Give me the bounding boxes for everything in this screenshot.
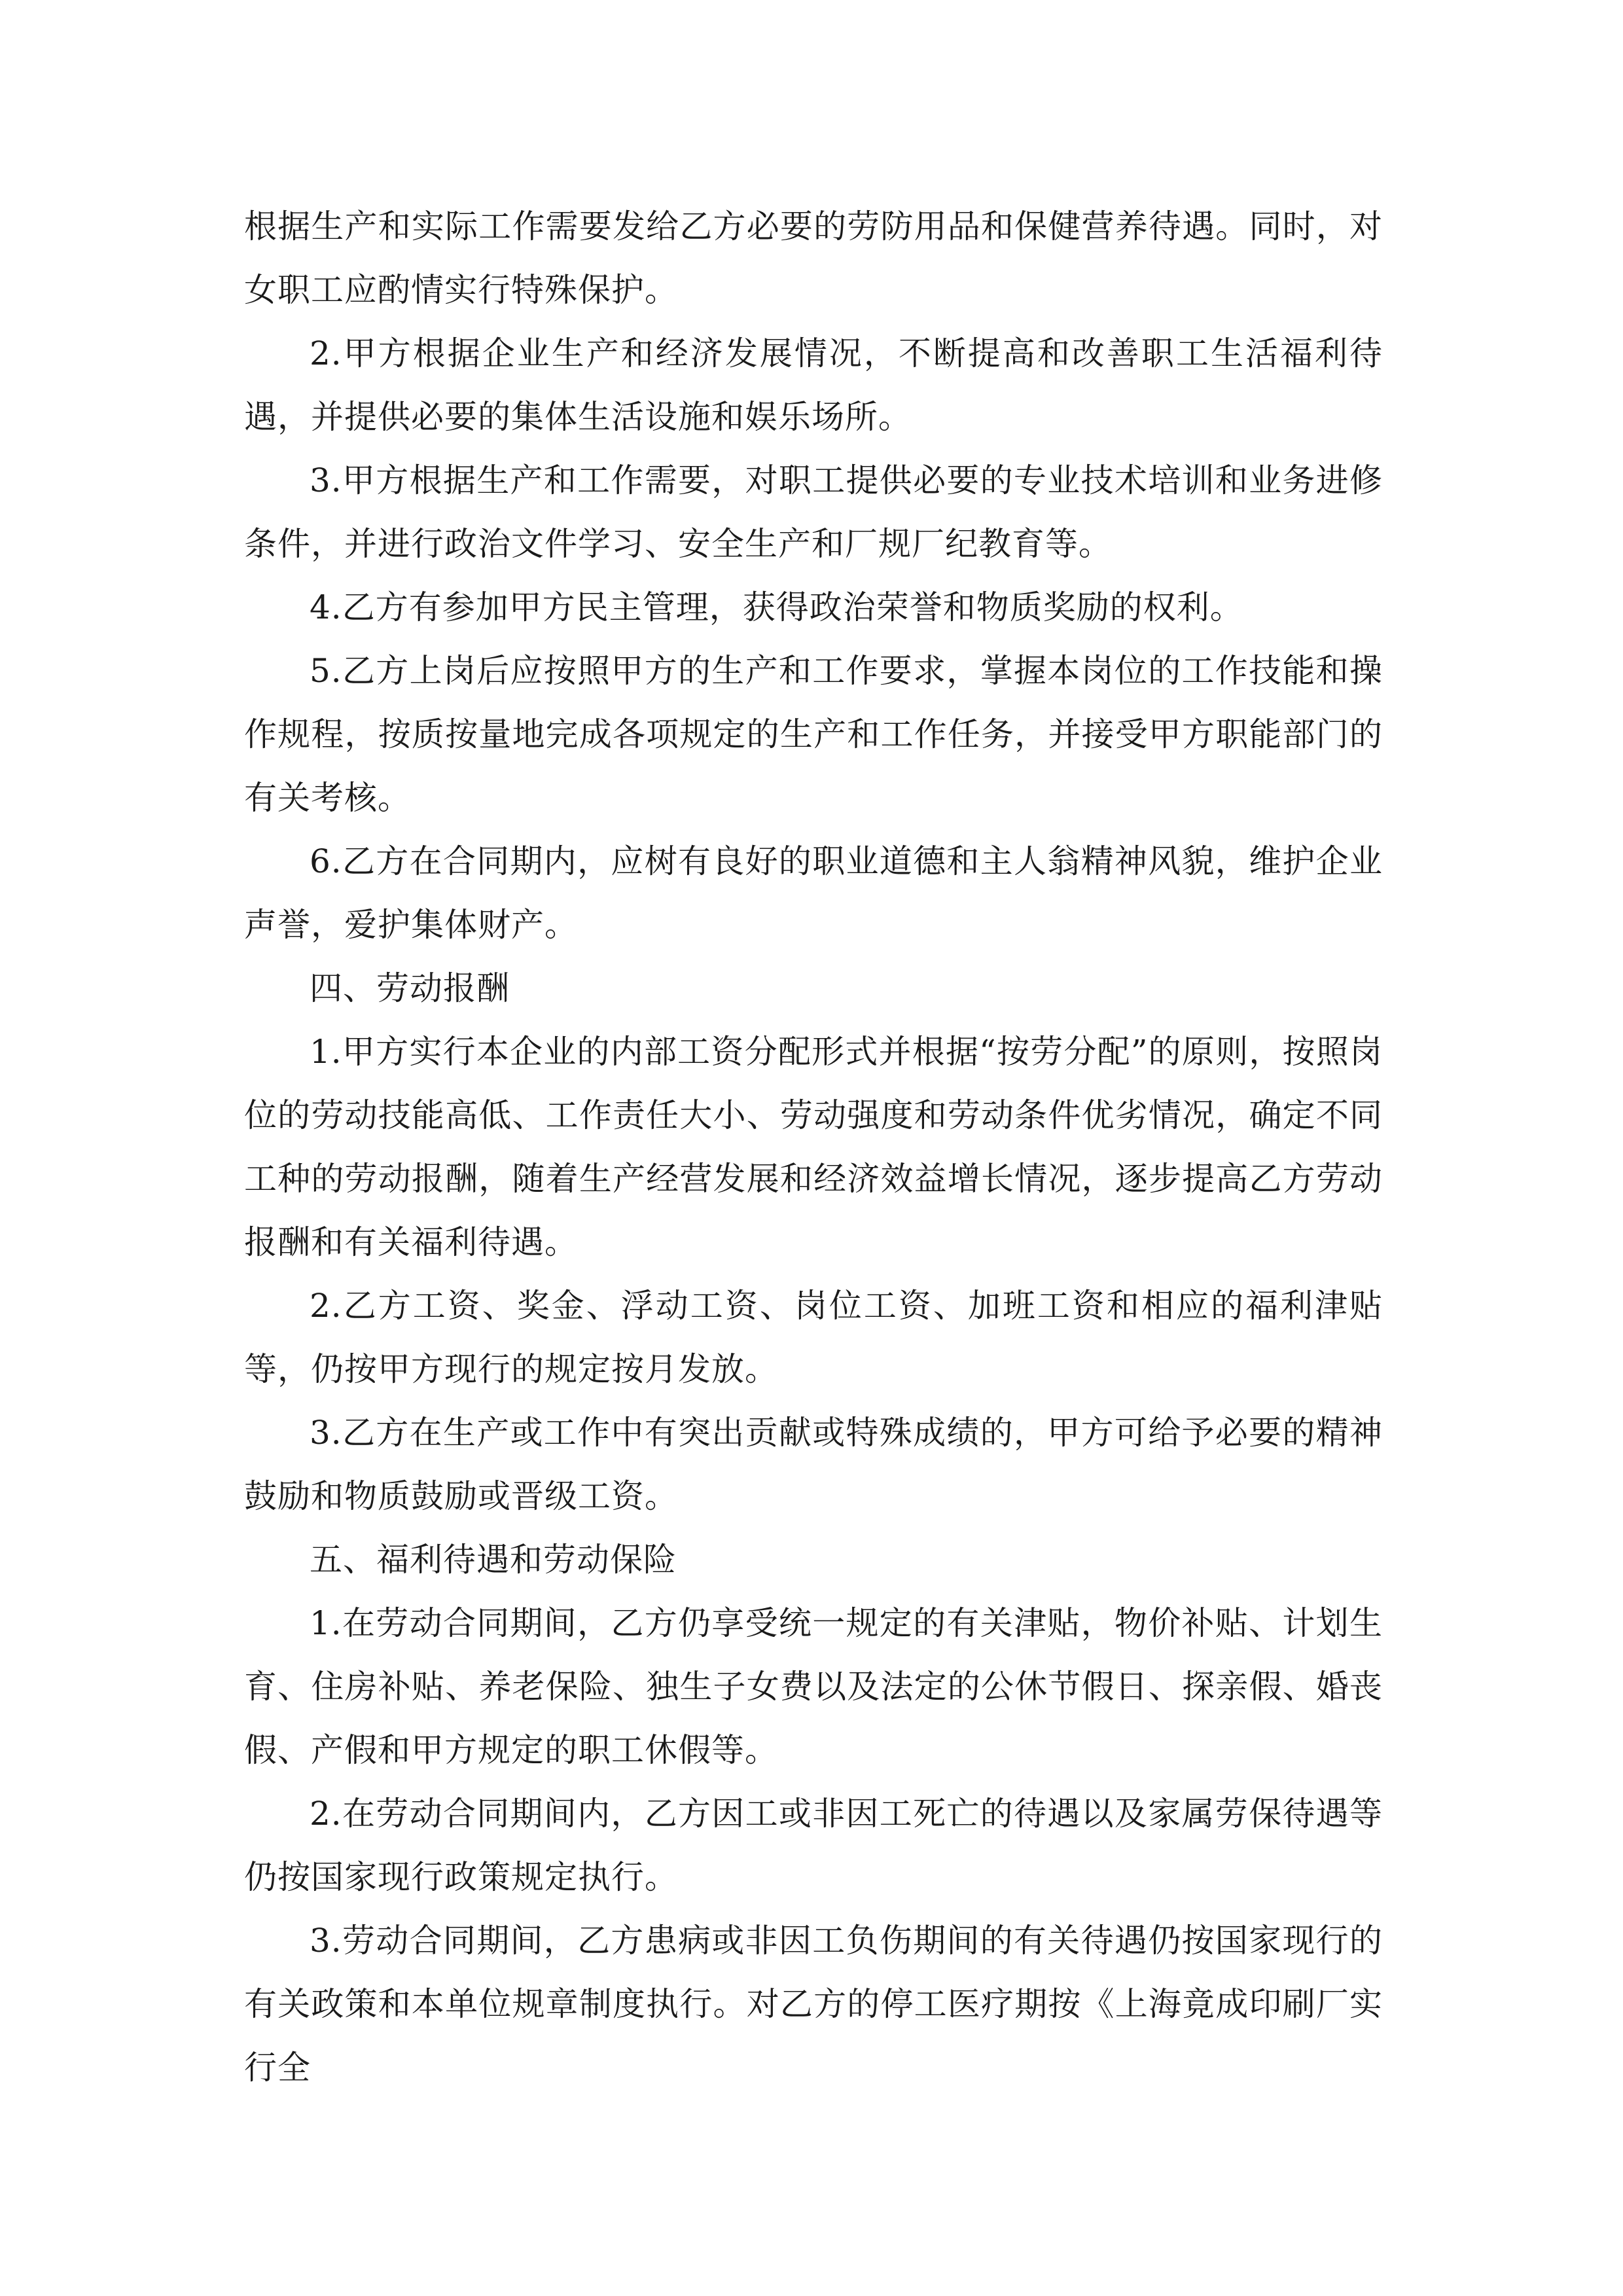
paragraph-clause-3-3: 3.甲方根据生产和工作需要，对职工提供必要的专业技术培训和业务进修条件，并进行政治文件学习、安全生产和厂规厂纪教育等。 [244, 461, 1383, 563]
paragraph-clause-3-6: 6.乙方在合同期内，应树有良好的职业道德和主人翁精神风貌，维护企业声誉，爱护集体财产。 [244, 842, 1383, 944]
paragraph-clause-5-1: 1.在劳动合同期间，乙方仍享受统一规定的有关津贴，物价补贴、计划生育、住房补贴、养老保险、独生子女费以及法定的公休节假日、探亲假、婚丧假、产假和甲方规定的职工休假等。 [244, 1604, 1383, 1769]
section-heading-welfare-insurance: 五、福利待遇和劳动保险 [310, 1541, 677, 1579]
paragraph-clause-5-3: 3.劳动合同期间，乙方患病或非因工负伤期间的有关待遇仍按国家现行的有关政策和本单位规章制度执行。对乙方的停工医疗期按《上海竟成印刷厂实行全 [244, 1922, 1383, 2087]
paragraph-clause-5-2: 2.在劳动合同期间内，乙方因工或非因工死亡的待遇以及家属劳保待遇等仍按国家现行政策规定执行。 [244, 1795, 1383, 1896]
paragraph-clause-3-2: 2.甲方根据企业生产和经济发展情况，不断提高和改善职工生活福利待遇，并提供必要的集体生活设施和娱乐场所。 [244, 334, 1383, 436]
paragraph-clause-3-4: 4.乙方有参加甲方民主管理，获得政治荣誉和物质奖励的权利。 [310, 588, 1243, 626]
document-body [244, 195, 1383, 2100]
paragraph-clause-4-2: 2.乙方工资、奖金、浮动工资、岗位工资、加班工资和相应的福利津贴等，仍按甲方现行的规定按月发放。 [244, 1287, 1383, 1388]
paragraph-clause-4-1: 1.甲方实行本企业的内部工资分配形式并根据“按劳分配”的原则，按照岗位的劳动技能高低、工作责任大小、劳动强度和劳动条件优劣情况，确定不同工种的劳动报酬，随着生产经营发展和经济效益增长情况，逐步提高乙方劳动报酬和有关福利待遇。 [244, 1033, 1383, 1261]
section-heading-remuneration: 四、劳动报酬 [310, 969, 510, 1007]
paragraph-clause-3-5: 5.乙方上岗后应按照甲方的生产和工作要求，掌握本岗位的工作技能和操作规程，按质按量地完成各项规定的生产和工作任务，并接受甲方职能部门的有关考核。 [244, 652, 1383, 817]
paragraph-clause-4-3: 3.乙方在生产或工作中有突出贡献或特殊成绩的，甲方可给予必要的精神鼓励和物质鼓励或晋级工资。 [244, 1414, 1383, 1515]
paragraph-continuation: 根据生产和实际工作需要发给乙方必要的劳防用品和保健营养待遇。同时，对女职工应酌情实行特殊保护。 [244, 207, 1383, 309]
